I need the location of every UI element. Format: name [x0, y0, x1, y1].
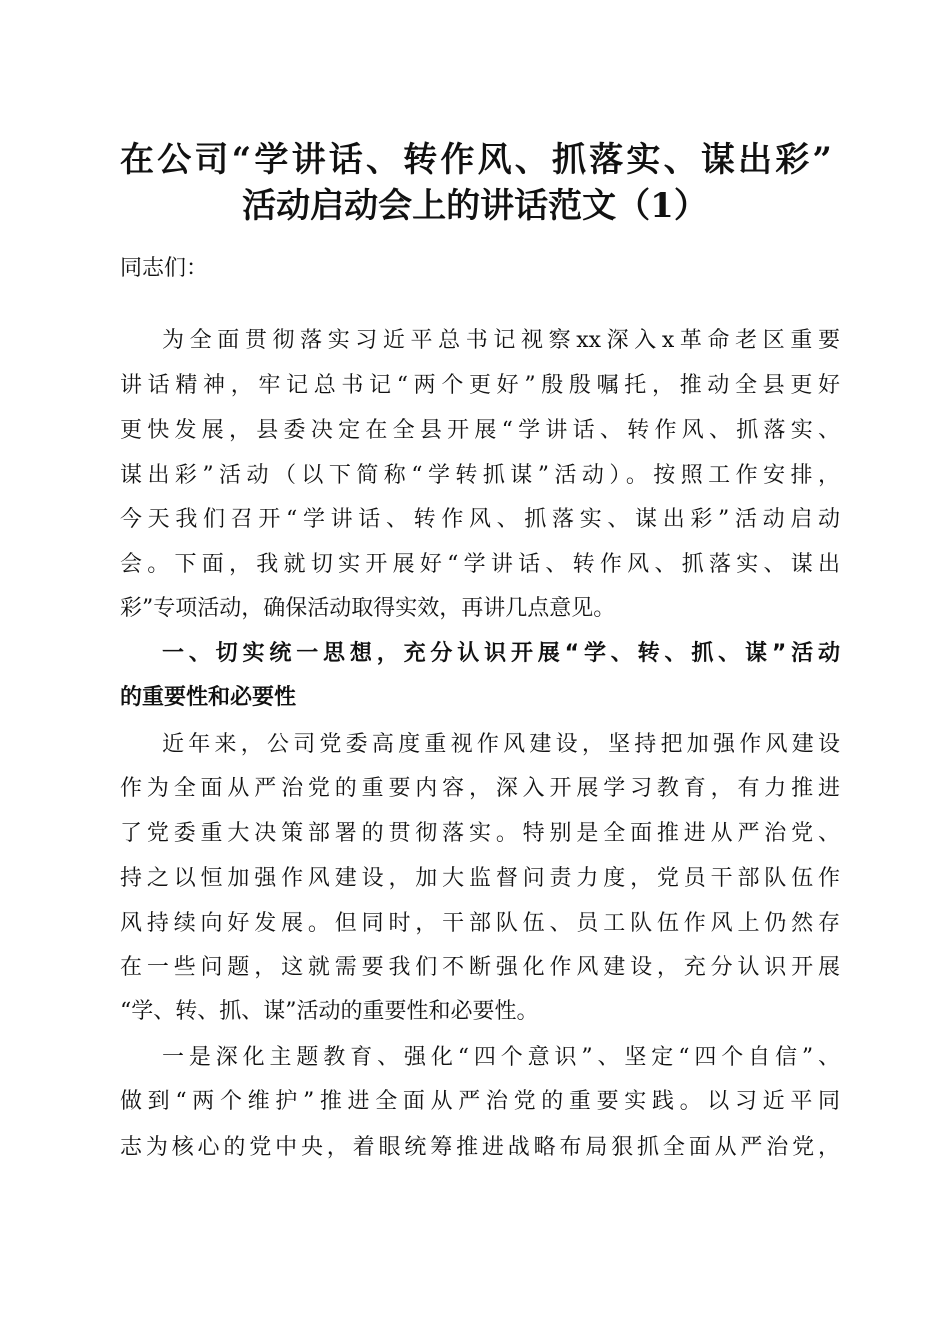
- paragraph-line: 今天我们召开“学讲话、转作风、抓落实、谋出彩”活动启动: [120, 507, 840, 532]
- paragraph-line: 为全面贯彻落实习近平总书记视察xx深入x革命老区重要: [162, 328, 840, 353]
- paragraph-line: 会。下面，我就切实开展好“学讲话、转作风、抓落实、谋出: [120, 552, 840, 577]
- paragraph-line: “学、转、抓、谋”活动的重要性和必要性。: [120, 999, 539, 1024]
- paragraph-line: 讲话精神，牢记总书记“两个更好”殷殷嘱托，推动全县更好: [120, 373, 840, 398]
- paragraph-line: 了党委重大决策部署的贯彻落实。特别是全面推进从严治党、: [120, 821, 840, 846]
- document-title-line-2: 活动启动会上的讲话范文（1）: [242, 186, 708, 226]
- paragraph-line: 志为核心的党中央，着眼统筹推进战略布局狠抓全面从严治党，: [120, 1135, 840, 1160]
- paragraph-line: 持之以恒加强作风建设，加大监督问责力度，党员干部队伍作: [120, 866, 840, 891]
- section-heading: 一、切实统一思想，充分认识开展“学、转、抓、谋”活动: [162, 641, 840, 666]
- paragraph-line: 风持续向好发展。但同时，干部队伍、员工队伍作风上仍然存: [120, 911, 840, 936]
- section-heading: 的重要性和必要性: [120, 685, 297, 710]
- paragraph-line: 在一些问题，这就需要我们不断强化作风建设，充分认识开展: [120, 955, 840, 980]
- paragraph-line: 做到“两个维护”推进全面从严治党的重要实践。以习近平同: [120, 1089, 840, 1114]
- salutation: 同志们：: [120, 256, 209, 281]
- paragraph-line: 近年来，公司党委高度重视作风建设，坚持把加强作风建设: [162, 732, 840, 757]
- paragraph-line: 作为全面从严治党的重要内容，深入开展学习教育，有力推进: [120, 776, 840, 801]
- document-title-line-1: 在公司“学讲话、转作风、抓落实、谋出彩”: [120, 140, 832, 180]
- paragraph-line: 更快发展，县委决定在全县开展“学讲话、转作风、抓落实、: [120, 418, 840, 443]
- paragraph-line: 彩”专项活动，确保活动取得实效，再讲几点意见。: [120, 596, 616, 621]
- paragraph-line: 谋出彩”活动（以下简称“学转抓谋”活动）。按照工作安排，: [120, 463, 840, 488]
- paragraph-line: 一是深化主题教育、强化“四个意识”、坚定“四个自信”、: [162, 1045, 840, 1070]
